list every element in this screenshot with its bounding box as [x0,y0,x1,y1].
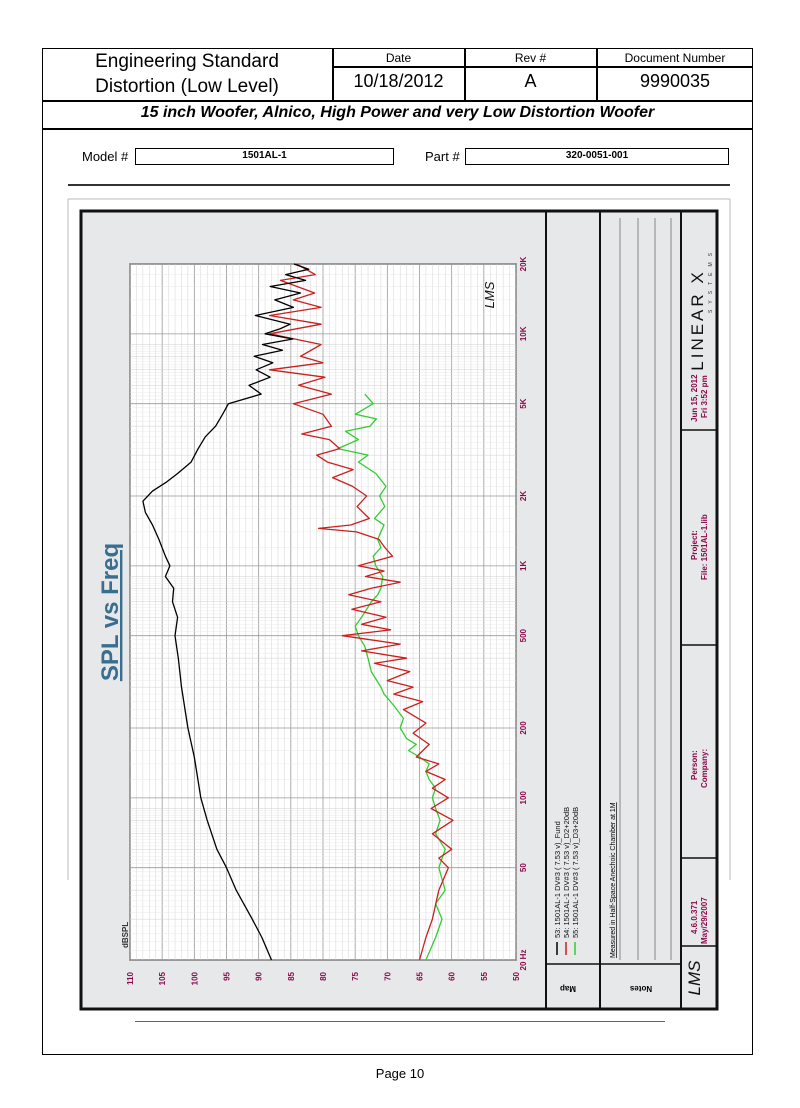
version-line-1: 4.6.0.371 [690,900,699,934]
freq-tick-label: 50 [519,863,528,873]
model-label: Model # [82,149,129,164]
lms-watermark: LMS [482,281,497,309]
spl-tick-label: 60 [447,972,457,981]
freq-tick-label: 20 Hz [519,949,528,971]
spl-tick-label: 85 [286,972,296,981]
model-field: 1501AL-1 [135,148,394,165]
part-label: Part # [425,149,460,164]
rev-value: A [524,71,537,91]
spl-tick-label: 55 [479,972,489,981]
spl-tick-label: 100 [190,972,200,986]
freq-tick-label: 10K [519,326,528,342]
person-line-1: Person: [690,750,699,780]
docnum-label: Document Number [624,51,726,65]
date-line-1: Jun 15, 2012 [690,374,699,422]
date-value: 10/18/2012 [353,71,444,91]
spl-tick-label: 95 [222,972,232,981]
date-line-2: Fri 3:52 pm [700,375,709,418]
project-line-2: File: 1501AL-1.lib [700,514,709,580]
plot-grid [130,264,516,960]
legend-entry: 53: 1501AL-1 DV#3 ( 7.53 v)_Fund [553,821,562,938]
doc-subtitle: 15 inch Woofer, Alnico, High Power and very Low Distortion Woofer [140,104,655,121]
freq-tick-label: 100 [519,791,528,805]
linearx-logo-subtext: SYSTEMS [708,247,714,313]
spl-tick-label: 70 [383,972,393,981]
spl-tick-label: 50 [512,972,521,981]
freq-tick-label: 200 [519,721,528,735]
spl-tick-label: 90 [254,972,264,981]
rev-label: Rev # [514,51,547,65]
person-line-2: Company: [700,748,709,788]
lms-mark: LMS [685,960,704,996]
spl-tick-label: 110 [126,972,135,985]
freq-tick-label: 2K [519,490,528,502]
version-line-2: May/29/2007 [700,897,709,944]
freq-tick-label: 1K [519,560,528,571]
legend [553,807,580,955]
freq-tick-label: 500 [519,628,528,643]
spl-tick-label: 105 [158,972,168,986]
legend-entry: 55: 1501AL-1 DV#3 ( 7.53 v)_D3+20dB [571,806,580,938]
spl-tick-label: 65 [415,972,425,981]
notes-text: Measured in Half-Space Anechoic Chamber at 1M [610,802,617,958]
map-label: Map [560,984,576,993]
spl-tick-label: 80 [319,972,328,981]
doc-title-line2: Distortion (Low Level) [95,76,279,97]
freq-tick-label: 5K [519,398,528,409]
project-line-1: Project: [690,530,699,560]
y-axis-unit: dBSPL [121,921,130,948]
freq-tick-label: 20K [519,256,528,272]
notes-label: Notes [629,984,653,993]
linearx-logo: LINEAR X [688,269,707,371]
doc-title-line1: Engineering Standard [95,51,279,72]
page-number: Page 10 [375,1066,425,1081]
part-field: 320-0051-001 [465,148,729,165]
date-label: Date [385,51,412,65]
plot-heading: SPL vs Freq [97,542,124,682]
legend-entry: 54: 1501AL-1 DV#3 ( 7.53 v)_D2+20dB [562,806,571,938]
docnum-value: 9990035 [639,71,711,91]
spl-tick-label: 75 [351,972,361,981]
